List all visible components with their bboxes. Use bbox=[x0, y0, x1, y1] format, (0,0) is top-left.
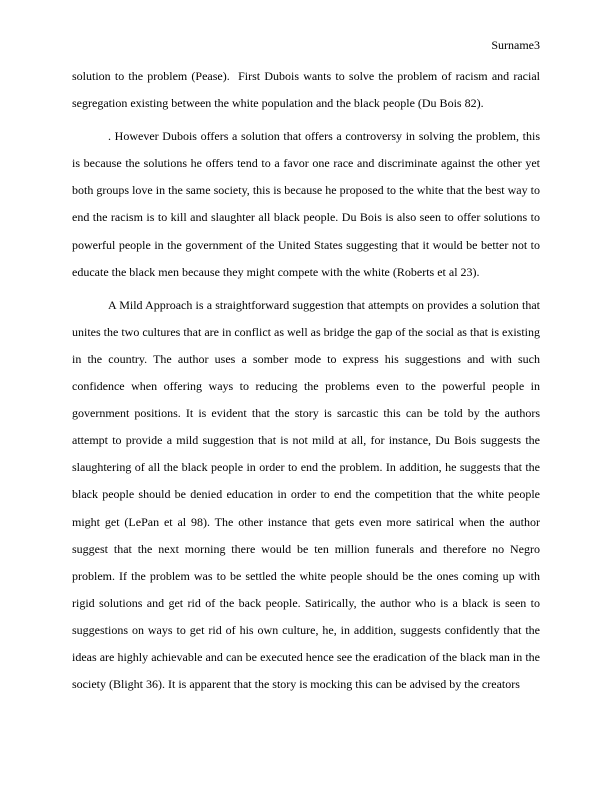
paragraph-3: A Mild Approach is a straightforward suggestion that attempts on provides a solution that unites the two cultures that are in conflict as well as bridge the gap of the social as that is existing in the country. The author uses a somber mode to express his suggestions and with such confidence when offering ways to reducing the problems even to the powerful people in government positions. It is evident that the story is sarcastic this can be told by the authors attempt to provide a mild suggestion that is not mild at all, for instance, Du Bois suggests the slaughtering of all the black people in order to end the problem. In addition, he suggests that the black people should be denied education in order to end the competition that the white people might get (LePan et al 98). The other instance that gets even more satirical when the author suggest that the next morning there would be ten million funerals and therefore no Negro problem. If the problem was to be settled the white people should be the ones coming up with rigid solutions and get rid of the back people. Satirically, the author who is a black is seen to suggestions on ways to get rid of his own culture, he, in addition, suggests confidently that the ideas are highly achievable and can be executed hence see the eradication of the black man in the society (Blight 36). It is apparent that the story is mocking this can be advised by the creators bbox=[72, 297, 540, 692]
running-head: Surname3 bbox=[491, 38, 540, 52]
paragraph-2: . However Dubois offers a solution that offers a controversy in solving the problem, this is because the solutions he offers tend to a favor one race and discriminate against the other yet both groups love in the same society, this is because he proposed to the white that the best way to end the racism is to kill and slaughter all black people. Du Bois is also seen to offer solutions to powerful people in the government of the United States suggesting that it would be better not to educate the black men because they might compete with the white (Roberts et al 23). bbox=[72, 129, 540, 279]
document-body bbox=[72, 63, 540, 698]
paragraph-1: solution to the problem (Pease). First Dubois wants to solve the problem of racism and racial segregation existing between the white population and the black people (Du Bois 82). bbox=[72, 69, 540, 111]
